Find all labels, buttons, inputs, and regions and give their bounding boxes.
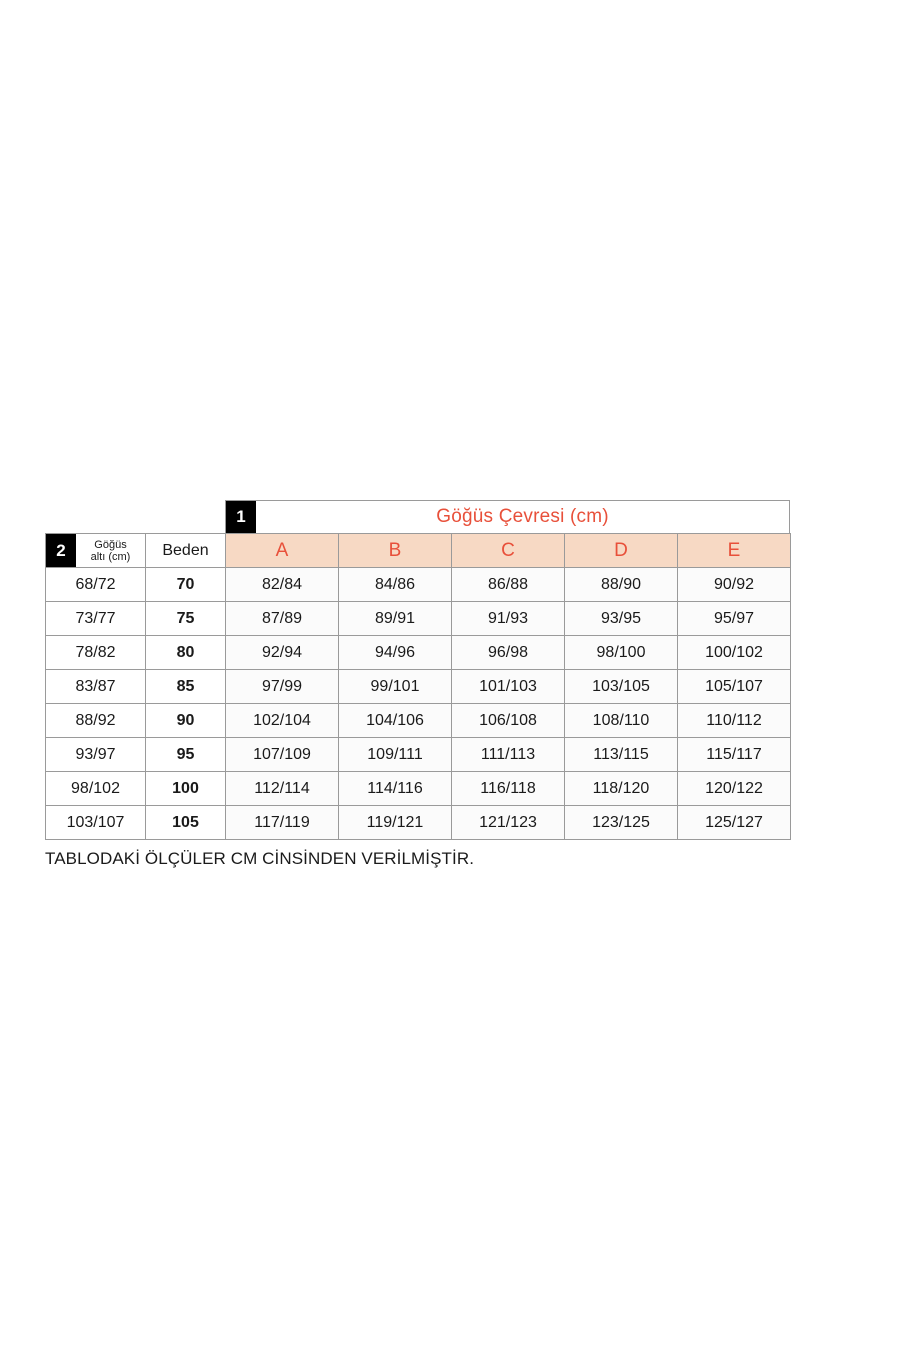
cell-under-bust: 98/102 [46,772,146,806]
cell-size: 90 [146,704,226,738]
under-bust-header-label [76,539,145,563]
cell-cup-c: 96/98 [452,636,565,670]
cell-cup-b: 99/101 [339,670,452,704]
size-table [45,533,791,840]
cell-cup-b: 89/91 [339,602,452,636]
table-row [46,704,791,738]
cell-cup-b: 114/116 [339,772,452,806]
cell-cup-b: 94/96 [339,636,452,670]
size-chart [45,500,790,869]
cell-cup-a: 107/109 [226,738,339,772]
cell-under-bust: 73/77 [46,602,146,636]
table-row [46,772,791,806]
cup-header-d: D [565,534,678,568]
cell-cup-a: 87/89 [226,602,339,636]
cell-cup-c: 121/123 [452,806,565,840]
table-row [46,806,791,840]
table-row [46,670,791,704]
cell-cup-d: 113/115 [565,738,678,772]
cell-cup-b: 119/121 [339,806,452,840]
cell-under-bust: 68/72 [46,568,146,602]
cell-cup-c: 116/118 [452,772,565,806]
badge-two: 2 [46,534,76,567]
cup-header-e: E [678,534,791,568]
cell-cup-c: 111/113 [452,738,565,772]
size-header-cell: Beden [146,534,226,568]
cell-cup-a: 112/114 [226,772,339,806]
cell-cup-d: 123/125 [565,806,678,840]
cell-cup-a: 92/94 [226,636,339,670]
cell-cup-e: 125/127 [678,806,791,840]
cell-cup-b: 109/111 [339,738,452,772]
cell-cup-b: 104/106 [339,704,452,738]
cell-cup-e: 120/122 [678,772,791,806]
cell-cup-d: 103/105 [565,670,678,704]
cell-under-bust: 78/82 [46,636,146,670]
under-bust-label-line1: Göğüs [94,538,127,551]
cell-size: 105 [146,806,226,840]
cell-cup-c: 91/93 [452,602,565,636]
cell-cup-c: 86/88 [452,568,565,602]
cell-cup-d: 93/95 [565,602,678,636]
cell-cup-a: 102/104 [226,704,339,738]
cell-under-bust: 83/87 [46,670,146,704]
cell-cup-e: 100/102 [678,636,791,670]
cell-cup-c: 101/103 [452,670,565,704]
cell-cup-d: 88/90 [565,568,678,602]
cell-size: 85 [146,670,226,704]
cup-header-a: A [226,534,339,568]
table-row [46,602,791,636]
chart-top-header [225,500,790,533]
chart-title: Göğüs Çevresi (cm) [436,506,609,527]
under-bust-label-line2: altı (cm) [90,550,131,563]
cell-cup-e: 95/97 [678,602,791,636]
table-row [46,738,791,772]
cell-cup-e: 105/107 [678,670,791,704]
badge-one: 1 [226,501,256,533]
table-row [46,568,791,602]
cell-under-bust: 103/107 [46,806,146,840]
cell-cup-d: 118/120 [565,772,678,806]
table-body [46,568,791,840]
cup-header-b: B [339,534,452,568]
cell-cup-a: 82/84 [226,568,339,602]
cell-cup-a: 97/99 [226,670,339,704]
table-header-row [46,534,791,568]
cell-cup-d: 98/100 [565,636,678,670]
cell-under-bust: 88/92 [46,704,146,738]
cell-size: 95 [146,738,226,772]
cell-size: 70 [146,568,226,602]
cell-size: 100 [146,772,226,806]
cup-header-c: C [452,534,565,568]
cell-cup-a: 117/119 [226,806,339,840]
cell-cup-c: 106/108 [452,704,565,738]
cell-size: 80 [146,636,226,670]
cell-cup-e: 115/117 [678,738,791,772]
cell-cup-e: 90/92 [678,568,791,602]
cell-cup-e: 110/112 [678,704,791,738]
table-row [46,636,791,670]
cell-cup-d: 108/110 [565,704,678,738]
cell-size: 75 [146,602,226,636]
cell-under-bust: 93/97 [46,738,146,772]
table-footnote: TABLODAKİ ÖLÇÜLER CM CİNSİNDEN VERİLMİŞTİR. [45,849,475,868]
cell-cup-b: 84/86 [339,568,452,602]
under-bust-header-cell [46,534,146,568]
